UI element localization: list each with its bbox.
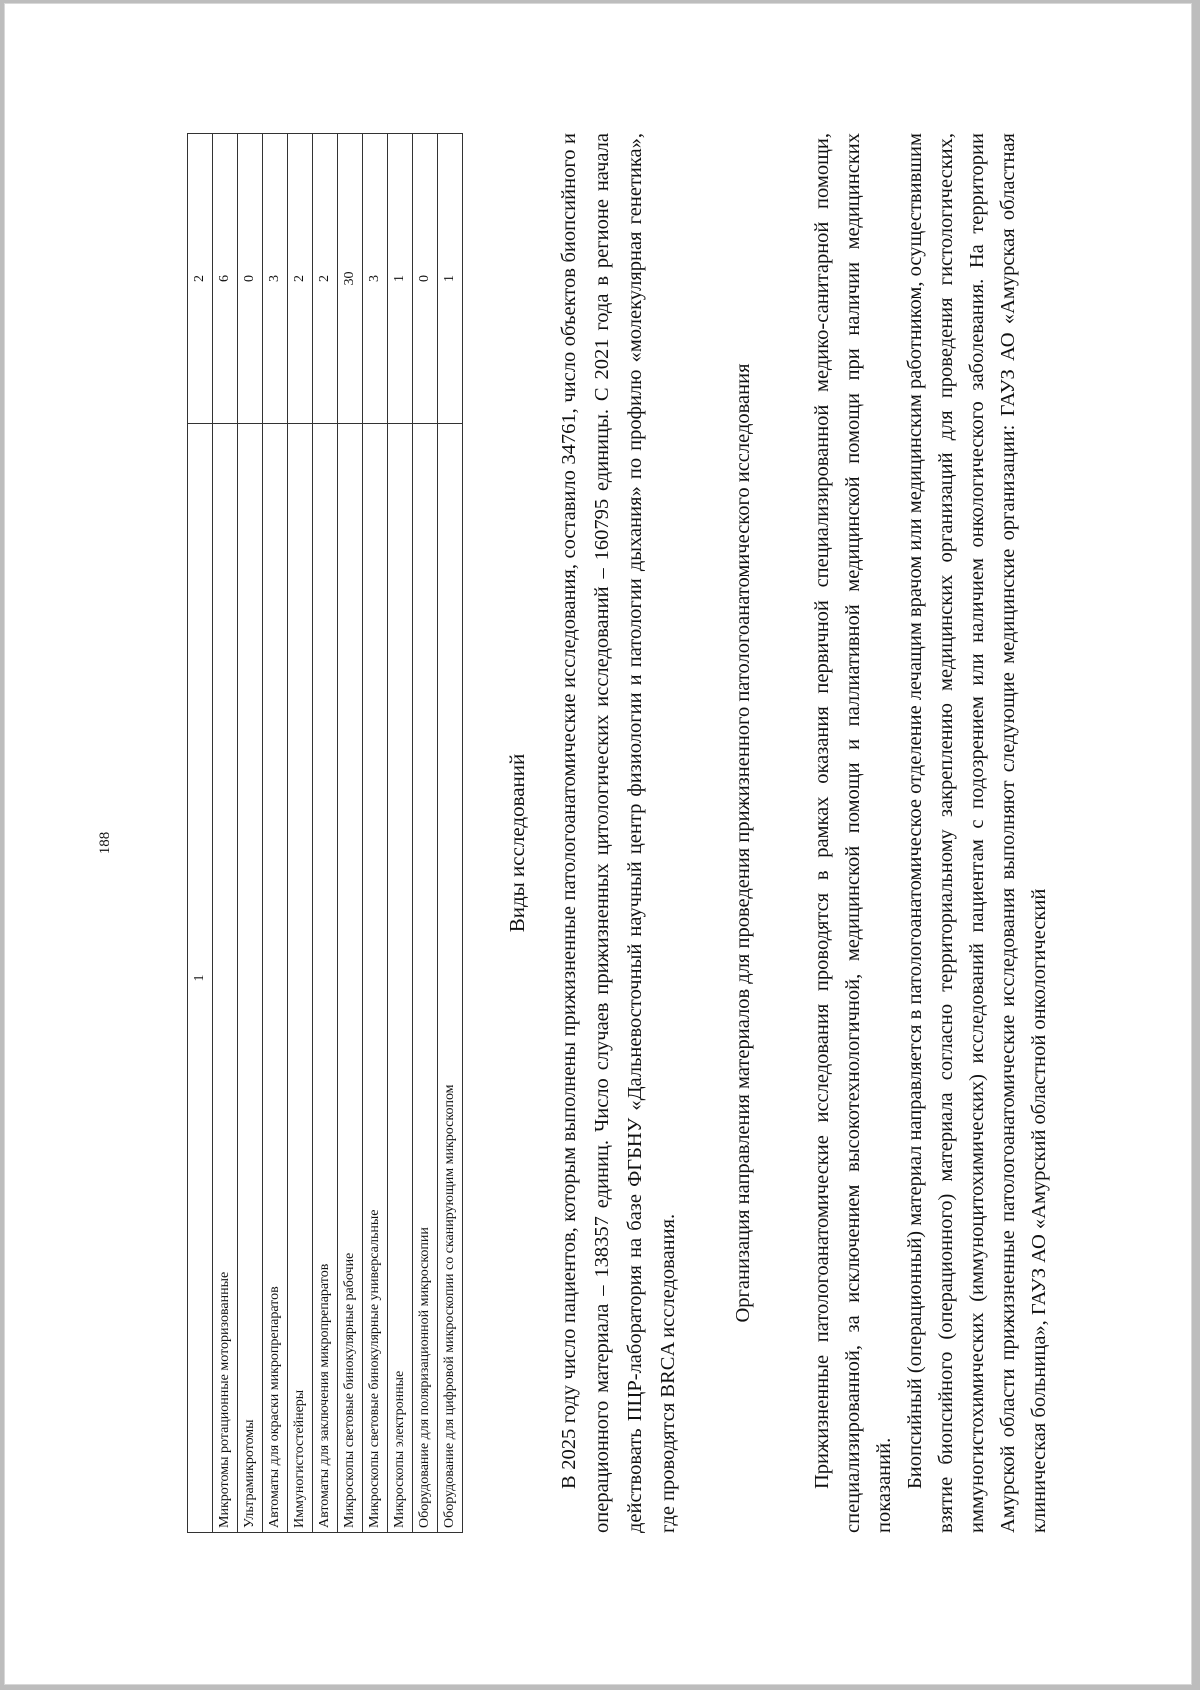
section-title: Виды исследований [505,753,529,933]
equipment-name: Оборудование для поляризационной микроскопии [413,424,438,1533]
equipment-name: Оборудование для цифровой микроскопии со сканирующим микроскопом [438,424,463,1533]
equipment-count: 0 [238,134,263,424]
document-page [4,3,1192,1685]
table-row [213,134,238,1533]
body-paragraph: Биопсийный (операционный) материал направляется в патологоанатомическое отделение лечащим врачом или медицинским работником, осуществившим взятие биопсийного (операционного) материала согласно территориальному закреплению медицинских организаций для проведения гистологических, иммуногистохимических (иммуноцитохимических) исследований пациентам с подозрением или наличием онкологического заболевания. На территории Амурской области прижизненные патологоанатомические исследования выполняют следующие медицинские организации: ГАУЗ АО «Амурская областная клиническая больница», ГАУЗ АО «Амурский областной онкологический [904,133,1050,1533]
equipment-table [187,133,463,1533]
equipment-name: Иммуногистостейнеры [288,424,313,1533]
table-header-cell: 1 [188,424,213,1533]
table-row [238,134,263,1533]
table-row [413,134,438,1533]
subsection-title: Организация направления материалов для проведения прижизненного патологоанатомического исследования [732,363,754,1323]
table-row [363,134,388,1533]
table-row [313,134,338,1533]
table-row [338,134,363,1533]
equipment-count: 2 [288,134,313,424]
equipment-count: 0 [413,134,438,424]
equipment-count: 30 [338,134,363,424]
rotated-content [97,133,1107,1553]
equipment-count: 6 [213,134,238,424]
equipment-count: 3 [363,134,388,424]
equipment-name: Автоматы для окраски микропрепаратов [263,424,288,1533]
table-row [438,134,463,1533]
equipment-count: 3 [263,134,288,424]
equipment-name: Микроскопы электронные [388,424,413,1533]
equipment-count: 2 [313,134,338,424]
equipment-count: 1 [388,134,413,424]
equipment-name: Автоматы для заключения микропрепаратов [313,424,338,1533]
body-paragraph: Прижизненные патологоанатомические исследования проводятся в рамках оказания первичной специализированной медико-санитарной помощи, специализированной, за исключением высокотехнологичной, медицинской помощи и паллиативной медицинской помощи при наличии медицинских показаний. [811,133,895,1533]
equipment-name: Микротомы ротационные моторизованные [213,424,238,1533]
table-row [263,134,288,1533]
body-paragraph: В 2025 году число пациентов, которым выполнены прижизненные патологоанатомические исследования, составило 34761, число объектов биопсийного и операционного материала – 138357 единиц. Число случаев прижизненных цитологических исследований – 160795 единицы. С 2021 года в регионе начала действовать ПЦР-лаборатория на базе ФГБНУ «Дальневосточный научный центр физиологии и патологии дыхания» по профилю «молекулярная генетика», где проводятся BRCA исследования. [558,133,679,1533]
table-row [388,134,413,1533]
equipment-name: Микроскопы световые бинокулярные рабочие [338,424,363,1533]
body-text-block [807,133,1055,1533]
page-number: 188 [97,831,113,855]
table-header-cell: 2 [188,134,213,424]
equipment-count: 1 [438,134,463,424]
equipment-name: Микроскопы световые бинокулярные универсальные [363,424,388,1533]
table-header-row [188,134,213,1533]
table-row [288,134,313,1533]
equipment-name: Ультрамикротомы [238,424,263,1533]
